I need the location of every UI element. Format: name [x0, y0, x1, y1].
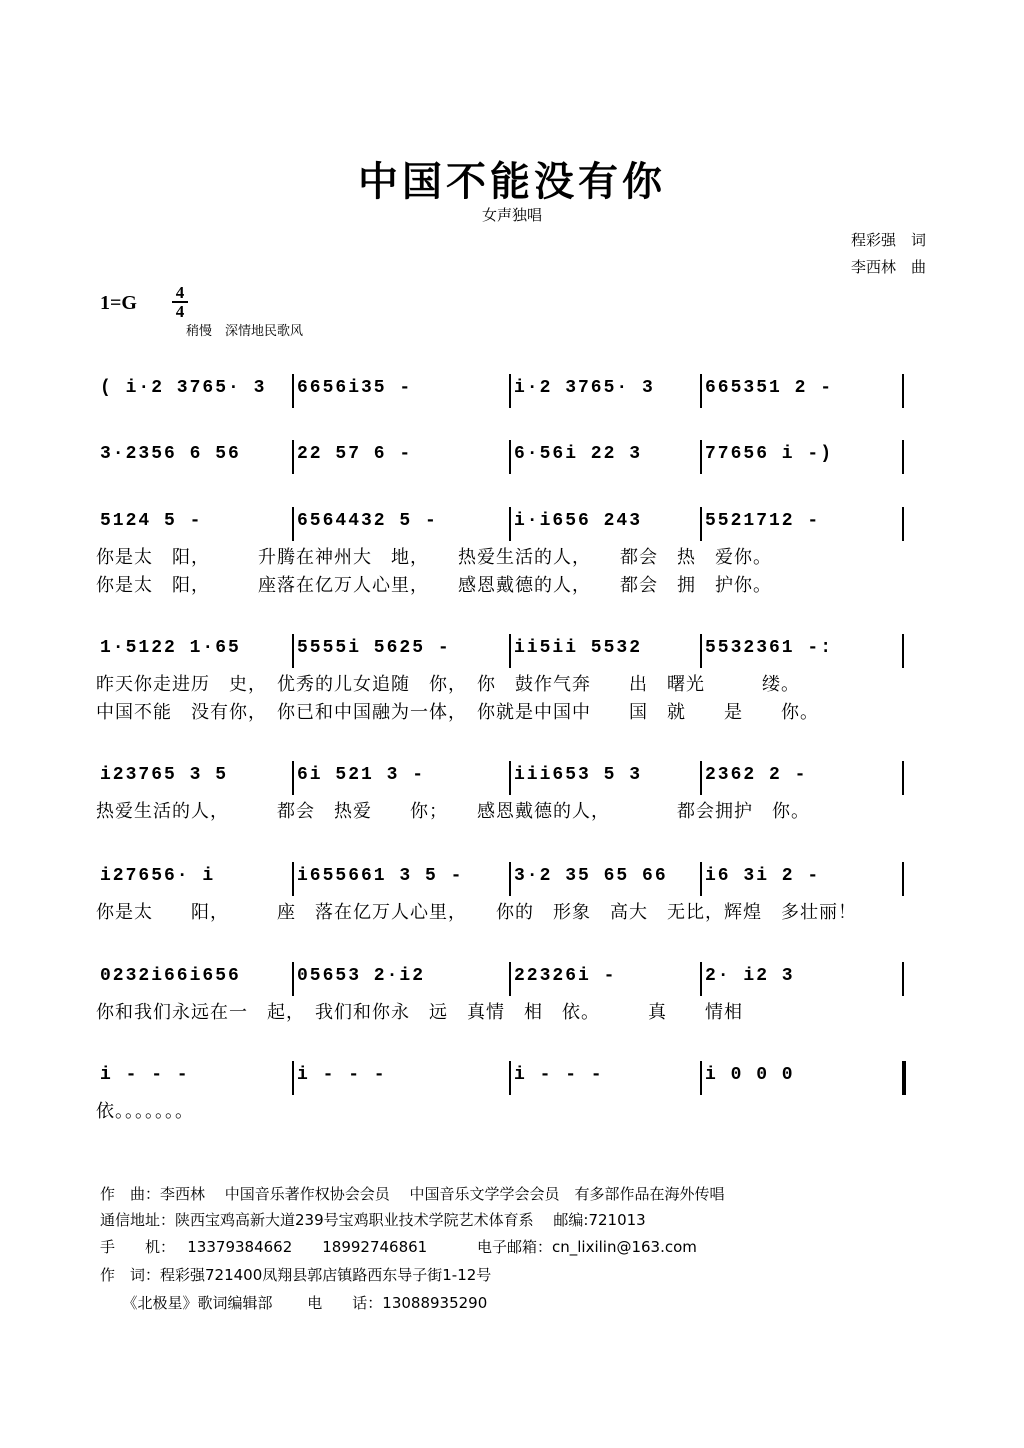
measure: [293, 436, 510, 476]
lyric-line: 热爱生活的人， 都会 热爱 你； 感恩戴德的人， 都会拥护 你。: [96, 801, 810, 822]
measure: [701, 503, 903, 543]
bar-line: [509, 440, 511, 474]
measure: [701, 958, 903, 998]
time-signature: [170, 284, 190, 320]
measure-notes: 2362 2 -: [705, 765, 808, 785]
measure: [96, 436, 293, 476]
tempo-marking: 稍慢 深情地民歌风: [186, 324, 304, 339]
bar-line: [292, 507, 294, 541]
measure-notes: 05653 2·i2: [297, 966, 426, 986]
measure: [96, 757, 293, 797]
measure-notes: i655661 3 5 -: [297, 866, 464, 886]
measure-notes: 5532361 -:: [705, 638, 834, 658]
bar-line: [509, 862, 511, 896]
bar-line: [700, 962, 702, 996]
measure-notes: i - - -: [100, 1065, 190, 1085]
measure-notes: i·2 3765· 3: [514, 378, 655, 398]
measure: [293, 630, 510, 670]
meter-bottom: 4: [175, 302, 185, 321]
lyric-line: 昨天你走进历 史， 优秀的儿女追随 你， 你 鼓作气奔 出 曙光 缕。: [96, 674, 800, 695]
measure-notes: 6·56i 22 3: [514, 444, 643, 464]
bar-line: [509, 1061, 511, 1095]
measure: [510, 858, 701, 898]
measure: [293, 370, 510, 410]
measure-notes: 2· i2 3: [705, 966, 795, 986]
measure-notes: i6 3i 2 -: [705, 866, 821, 886]
footer-composer-info: 作 曲：李西林 中国音乐著作权协会会员 中国音乐文学学会会员 有多部作品在海外传唱: [100, 1185, 725, 1203]
measure: [701, 370, 903, 410]
bar-line: [902, 507, 904, 541]
bar-line: [509, 374, 511, 408]
key-signature: 1=G: [100, 292, 137, 314]
bar-line: [700, 1061, 702, 1095]
bar-line: [700, 374, 702, 408]
measure: [96, 958, 293, 998]
measure: [96, 630, 293, 670]
measure-notes: 665351 2 -: [705, 378, 834, 398]
measure-notes: i23765 3 5: [100, 765, 229, 785]
measure: [701, 436, 903, 476]
bar-line: [700, 862, 702, 896]
measure-notes: 3·2356 6 56: [100, 444, 241, 464]
notes-row: [0, 958, 1024, 998]
bar-line: [902, 1061, 906, 1095]
bar-line: [509, 962, 511, 996]
measure-notes: i 0 0 0: [705, 1065, 795, 1085]
bar-line: [700, 440, 702, 474]
notes-row: [0, 1057, 1024, 1097]
song-title: 中国不能没有你: [358, 159, 666, 205]
bar-line: [292, 1061, 294, 1095]
measure: [96, 858, 293, 898]
bar-line: [292, 962, 294, 996]
measure-notes: 6656i35 -: [297, 378, 413, 398]
measure: [293, 958, 510, 998]
measure-notes: 5521712 -: [705, 511, 821, 531]
measure: [293, 1057, 510, 1097]
composer-credit: 李西林 曲: [850, 258, 926, 276]
notes-row: [0, 858, 1024, 898]
bar-line: [700, 761, 702, 795]
footer-contact: 手 机： 13379384662 18992746861 电子邮箱：cn_lixilin@163.com: [100, 1238, 697, 1256]
measure-notes: ( i·2 3765· 3: [100, 378, 267, 398]
bar-line: [902, 374, 904, 408]
lyric-line: 你是太 阳， 升腾在神州大 地， 热爱生活的人， 都会 热 爱你。: [96, 547, 772, 568]
lyric-line: 依。。。。。。。: [96, 1101, 194, 1122]
notes-row: [0, 370, 1024, 410]
measure-notes: 77656 i -): [705, 444, 834, 464]
song-subtitle: 女声独唱: [481, 206, 542, 224]
meter-top: 4: [175, 283, 185, 302]
measure-notes: 6564432 5 -: [297, 511, 438, 531]
measure-notes: 1·5122 1·65: [100, 638, 241, 658]
measure-notes: 22326i -: [514, 966, 617, 986]
measure: [701, 630, 903, 670]
lyric-line: 你是太 阳， 座 落在亿万人心里， 你的 形象 高大 无比，辉煌 多壮丽！: [96, 902, 857, 923]
measure: [510, 958, 701, 998]
bar-line: [700, 634, 702, 668]
bar-line: [292, 374, 294, 408]
lyric-line: 你和我们永远在一 起， 我们和你永 远 真情 相 依。 真 情相: [96, 1002, 743, 1023]
measure: [510, 503, 701, 543]
notes-row: [0, 436, 1024, 476]
notes-row: [0, 630, 1024, 670]
measure: [701, 1057, 903, 1097]
measure: [293, 503, 510, 543]
bar-line: [902, 862, 904, 896]
bar-line: [292, 634, 294, 668]
measure: [510, 1057, 701, 1097]
measure: [701, 858, 903, 898]
bar-line: [902, 634, 904, 668]
measure: [510, 757, 701, 797]
bar-line: [292, 440, 294, 474]
measure-notes: i - - -: [514, 1065, 604, 1085]
footer-address: 通信地址：陕西宝鸡高新大道239号宝鸡职业技术学院艺术体育系 邮编:721013: [100, 1211, 646, 1229]
bar-line: [509, 634, 511, 668]
bar-line: [509, 507, 511, 541]
bar-line: [700, 507, 702, 541]
footer-lyricist-address: 作 词：程彩强721400凤翔县郭店镇路西东导子街1-12号: [100, 1266, 492, 1284]
bar-line: [902, 962, 904, 996]
measure-notes: 6i 521 3 -: [297, 765, 426, 785]
lyric-line: 中国不能 没有你， 你已和中国融为一体， 你就是中国中 国 就 是 你。: [96, 702, 819, 723]
measure-notes: 3·2 35 65 66: [514, 866, 668, 886]
lyric-line: 你是太 阳， 座落在亿万人心里， 感恩戴德的人， 都会 拥 护你。: [96, 575, 772, 596]
measure: [293, 757, 510, 797]
bar-line: [902, 440, 904, 474]
measure: [701, 757, 903, 797]
measure-notes: 0232i66i656: [100, 966, 241, 986]
bar-line: [292, 761, 294, 795]
bar-line: [509, 761, 511, 795]
measure-notes: 5124 5 -: [100, 511, 203, 531]
measure-notes: i27656· i: [100, 866, 216, 886]
measure: [293, 858, 510, 898]
notes-row: [0, 757, 1024, 797]
measure: [96, 503, 293, 543]
measure: [96, 1057, 293, 1097]
measure-notes: i·i656 243: [514, 511, 643, 531]
measure: [510, 630, 701, 670]
measure-notes: ii5ii 5532: [514, 638, 643, 658]
lyricist-credit: 程彩强 词: [850, 231, 926, 249]
measure: [96, 370, 293, 410]
measure-notes: i - - -: [297, 1065, 387, 1085]
footer-editorial: 《北极星》歌词编辑部 电 话：13088935290: [100, 1294, 488, 1312]
measure: [510, 370, 701, 410]
notes-row: [0, 503, 1024, 543]
bar-line: [292, 862, 294, 896]
measure-notes: 5555i 5625 -: [297, 638, 451, 658]
measure-notes: 22 57 6 -: [297, 444, 413, 464]
measure: [510, 436, 701, 476]
bar-line: [902, 761, 904, 795]
measure-notes: iii653 5 3: [514, 765, 643, 785]
